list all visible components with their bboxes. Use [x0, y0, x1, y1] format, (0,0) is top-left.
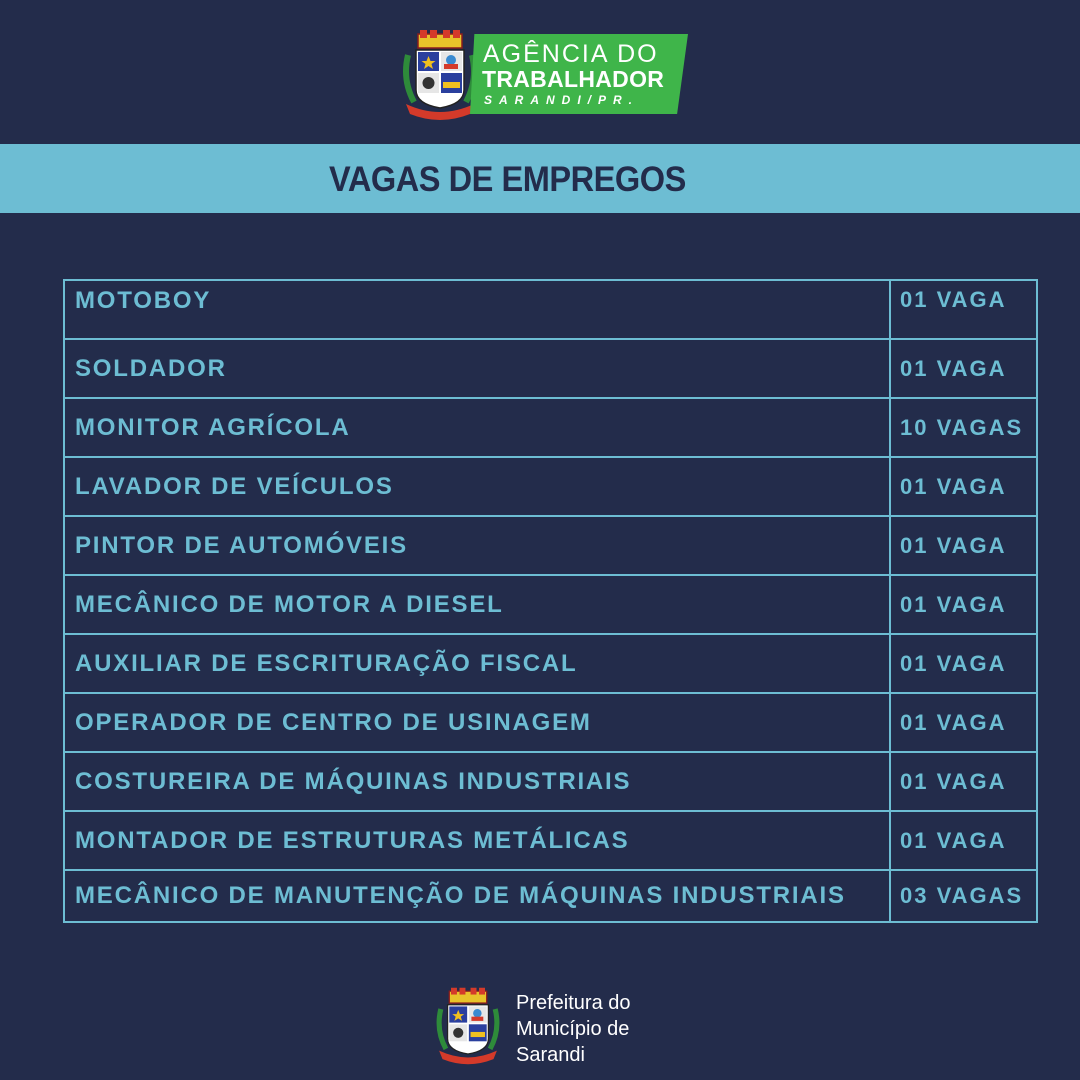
job-openings: 01 VAGA — [890, 693, 1037, 752]
prefeitura-line2: Município de — [516, 1018, 630, 1040]
job-title: OPERADOR DE CENTRO DE USINAGEM — [64, 693, 890, 752]
job-title: COSTUREIRA DE MÁQUINAS INDUSTRIAIS — [64, 752, 890, 811]
table-row — [64, 811, 1037, 870]
table-row — [64, 752, 1037, 811]
table-row — [64, 516, 1037, 575]
agency-logo — [400, 30, 690, 120]
prefeitura-line1: Prefeitura do — [516, 992, 631, 1014]
job-title: MECÂNICO DE MANUTENÇÃO DE MÁQUINAS INDUSTRIAIS — [64, 870, 890, 922]
agency-location: SARANDI/PR. — [484, 93, 640, 107]
job-openings: 01 VAGA — [890, 752, 1037, 811]
job-openings: 10 VAGAS — [890, 398, 1037, 457]
page-title: VAGAS DE EMPREGOS — [329, 160, 686, 199]
table-row — [64, 398, 1037, 457]
table-row — [64, 634, 1037, 693]
municipal-crest-icon — [400, 30, 480, 120]
job-title: MONITOR AGRÍCOLA — [64, 398, 890, 457]
job-openings: 01 VAGA — [890, 634, 1037, 693]
table-row — [64, 693, 1037, 752]
prefeitura-line3: Sarandi — [516, 1044, 585, 1066]
table-row — [64, 870, 1037, 922]
table-row — [64, 280, 1037, 339]
prefeitura-logo — [434, 986, 664, 1066]
agency-name-line1: AGÊNCIA DO — [483, 40, 659, 68]
job-title: MOTOBOY — [64, 280, 890, 339]
municipal-crest-icon — [434, 986, 502, 1066]
job-title: SOLDADOR — [64, 339, 890, 398]
job-title: MECÂNICO DE MOTOR A DIESEL — [64, 575, 890, 634]
table-row — [64, 457, 1037, 516]
job-openings: 01 VAGA — [890, 575, 1037, 634]
job-title: PINTOR DE AUTOMÓVEIS — [64, 516, 890, 575]
job-title: AUXILIAR DE ESCRITURAÇÃO FISCAL — [64, 634, 890, 693]
job-openings: 03 VAGAS — [890, 870, 1037, 922]
job-openings: 01 VAGA — [890, 457, 1037, 516]
job-openings: 01 VAGA — [890, 339, 1037, 398]
table-row — [64, 339, 1037, 398]
prefeitura-name — [516, 990, 631, 1068]
table-row — [64, 575, 1037, 634]
job-title: LAVADOR DE VEÍCULOS — [64, 457, 890, 516]
job-openings: 01 VAGA — [890, 280, 1037, 339]
job-openings: 01 VAGA — [890, 811, 1037, 870]
agency-name-line2: TRABALHADOR — [482, 66, 665, 92]
jobs-table — [63, 279, 1038, 923]
job-openings: 01 VAGA — [890, 516, 1037, 575]
job-title: MONTADOR DE ESTRUTURAS METÁLICAS — [64, 811, 890, 870]
